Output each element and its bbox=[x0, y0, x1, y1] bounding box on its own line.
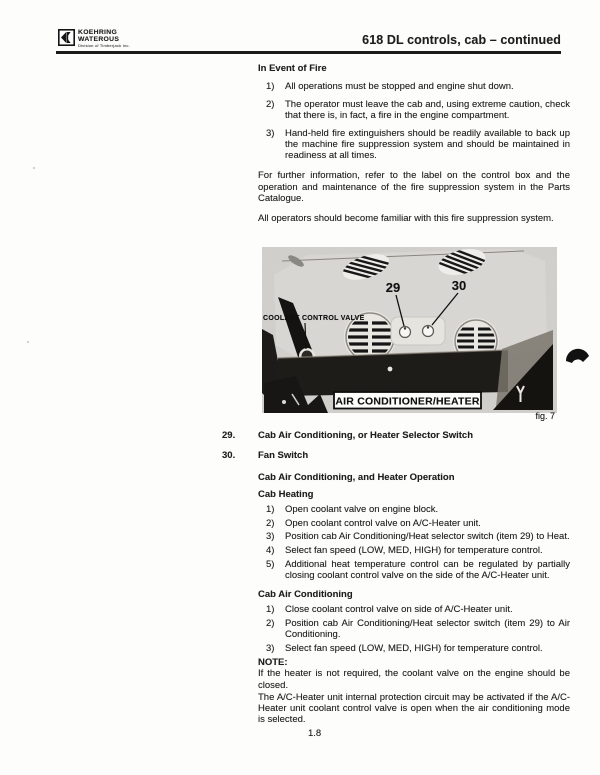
list-number: 1) bbox=[266, 81, 275, 93]
legend-number: 29. bbox=[222, 430, 236, 442]
list-text: Position cab Air Conditioning/Heat selector switch (item 29) to Heat. bbox=[285, 531, 570, 543]
fire-paragraph-1: For further information, refer to the label on the control box and the operation and maintenance of the fire suppression system in the Parts Catalogue. bbox=[258, 170, 570, 204]
list-number: 2) bbox=[266, 618, 275, 630]
list-number: 3) bbox=[266, 643, 275, 655]
figure-caption: fig. 7 bbox=[535, 411, 555, 422]
legend-number: 30. bbox=[222, 450, 236, 462]
list-number: 1) bbox=[266, 504, 275, 516]
list-text: Open coolant control valve on A/C-Heater unit. bbox=[285, 517, 481, 529]
figure-callout-29: 29 bbox=[385, 280, 401, 296]
note-paragraph-1: If the heater is not required, the coolant valve on the engine should be closed. bbox=[258, 668, 570, 691]
logo-subtext: Division of Timberjack Inc. bbox=[78, 43, 130, 48]
list-text: Additional heat temperature control can be regulated by partially closing coolant control valve on the side of the A/C-Heater unit. bbox=[285, 558, 570, 582]
operation-heading: Cab Air Conditioning, and Heater Operation bbox=[258, 471, 455, 483]
list-number: 4) bbox=[266, 545, 275, 557]
page-title: 618 DL controls, cab – continued bbox=[362, 33, 561, 47]
list-item bbox=[266, 643, 570, 654]
cab-heating-heading: Cab Heating bbox=[258, 488, 314, 500]
scan-speck bbox=[27, 341, 29, 343]
fire-list-item bbox=[266, 81, 570, 92]
list-text: Hand-held fire extinguishers should be readily available to back up the machine fire suppression system and should be maintained in readiness at all times. bbox=[285, 127, 570, 162]
fire-section-heading: In Event of Fire bbox=[258, 63, 327, 74]
list-number: 2) bbox=[266, 98, 275, 110]
list-item bbox=[266, 618, 570, 640]
scan-artifact-crescent bbox=[566, 349, 589, 363]
list-text: Close coolant control valve on side of A/C-Heater unit. bbox=[285, 604, 513, 616]
cab-ac-list bbox=[222, 604, 570, 654]
list-number: 3) bbox=[266, 531, 275, 543]
list-item bbox=[266, 545, 570, 556]
list-number: 1) bbox=[266, 604, 275, 616]
coolant-valve-label: COOLANT CONTROL VALVE bbox=[263, 315, 365, 323]
list-text: Position cab Air Conditioning/Heat selector switch (item 29) to Air Conditioning. bbox=[285, 618, 570, 641]
legend-item-29 bbox=[222, 430, 570, 441]
figure-callout-30: 30 bbox=[451, 278, 467, 294]
list-item bbox=[266, 604, 570, 615]
legend-item-30 bbox=[222, 450, 570, 461]
fire-list-item bbox=[266, 99, 570, 121]
ac-heater-figure bbox=[262, 245, 592, 422]
logo-text-line1: KOEHRING bbox=[78, 29, 118, 36]
note-paragraph-2: The A/C-Heater unit internal protection circuit may be activated if the A/C-Heater unit coolant control valve is open when the air conditioning mode is selected. bbox=[258, 691, 570, 726]
list-item bbox=[266, 518, 570, 529]
header-rule bbox=[56, 51, 561, 54]
ac-heater-photo bbox=[262, 245, 592, 415]
cab-ac-heading: Cab Air Conditioning bbox=[258, 589, 353, 601]
list-number: 5) bbox=[266, 558, 275, 570]
legend-label: Cab Air Conditioning, or Heater Selector Switch bbox=[258, 430, 474, 442]
page-number: 1.8 bbox=[308, 727, 322, 739]
fire-paragraph-2: All operators should become familiar with this fire suppression system. bbox=[258, 213, 554, 225]
list-item bbox=[266, 559, 570, 581]
list-text: Select fan speed (LOW, MED, HIGH) for temperature control. bbox=[285, 643, 543, 655]
logo-text-line2: WATEROUS bbox=[78, 36, 120, 43]
legend-label: Fan Switch bbox=[258, 450, 309, 462]
list-item bbox=[266, 531, 570, 542]
unit-label-text: AIR CONDITIONER/HEATER bbox=[335, 395, 480, 408]
list-number: 2) bbox=[266, 517, 275, 529]
list-item bbox=[266, 504, 570, 515]
list-number: 3) bbox=[266, 127, 275, 139]
list-text: Open coolant valve on engine block. bbox=[285, 504, 439, 516]
list-text: The operator must leave the cab and, using extreme caution, check that there is, in fact, a fire in the engine compartment. bbox=[285, 98, 570, 122]
koehring-logo-mark-icon bbox=[58, 29, 75, 46]
list-text: Select fan speed (LOW, MED, HIGH) for temperature control. bbox=[285, 545, 543, 557]
koehring-waterous-logo bbox=[58, 29, 130, 48]
fire-list-item bbox=[266, 128, 570, 162]
scan-speck bbox=[33, 167, 35, 169]
note-heading: NOTE: bbox=[258, 657, 288, 669]
body-column bbox=[222, 63, 570, 739]
cab-heating-list bbox=[222, 504, 570, 581]
list-text: All operations must be stopped and engine shut down. bbox=[285, 81, 514, 93]
